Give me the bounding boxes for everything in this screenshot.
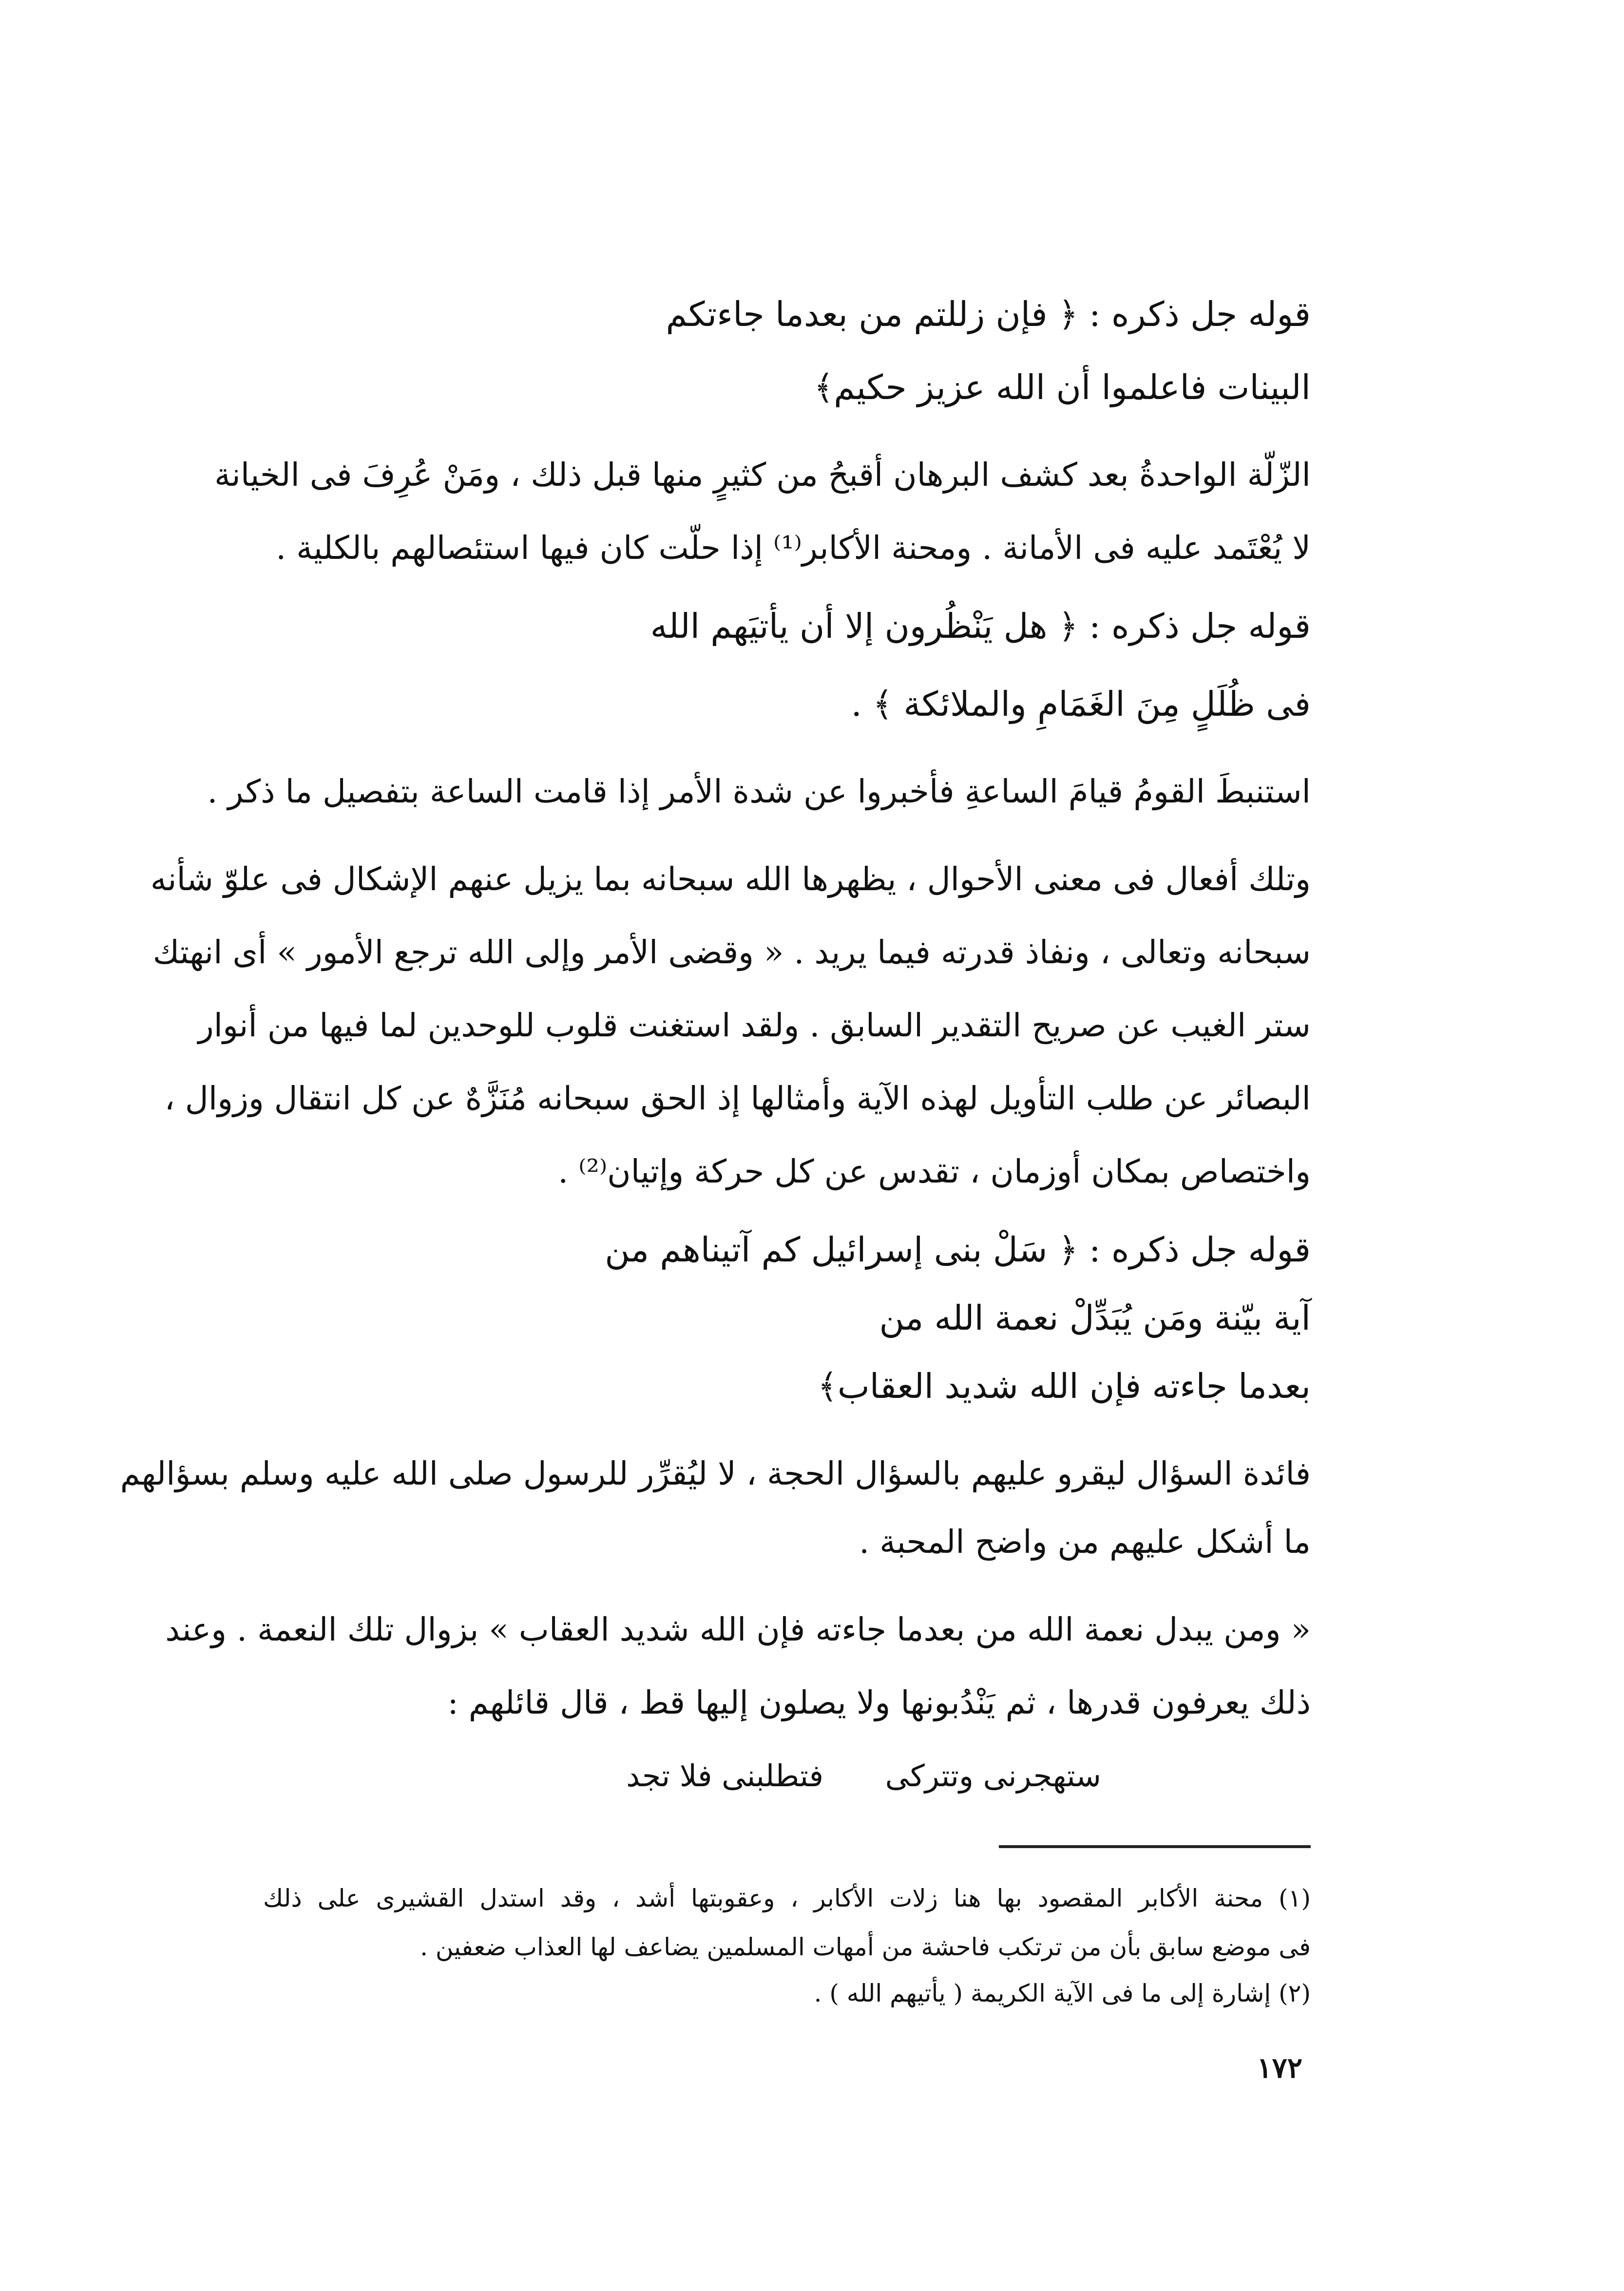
paragraph-line: ستر الغيب عن صريح التقدير السابق . ولقد استغنت قلوب للوحدين لما فيها من أنوار: [198, 1007, 1311, 1044]
paragraph-line: البصائر عن طلب التأويل لهذه الآية وأمثالها إذ الحق سبحانه مُنَزَّهٌ عن كل انتقال وزوال ،: [164, 1080, 1311, 1117]
poem-hemistich-right: ستهجرنى وتتركى: [885, 1758, 1101, 1794]
verse-heading-3-cont: آية بيّنة ومَن يُبَدِّلْ نعمة الله من: [879, 1298, 1311, 1338]
verse-heading-3: قوله جل ذكره : ﴿ سَلْ بنى إسرائيل كم آتيناهم من: [605, 1230, 1311, 1270]
verse-heading-1: قوله جل ذكره : ﴿ فإن زللتم من بعدما جاءتكم: [666, 294, 1311, 334]
poem-hemistich-left: فتطلبنى فلا تجد: [626, 1758, 823, 1794]
paragraph-line: استنبطَ القومُ قيامَ الساعةِ فأخبروا عن شدة الأمر إذا قامت الساعة بتفصيل ما ذكر .: [207, 773, 1311, 810]
main-text: [120, 0, 1311, 1803]
verse-heading-2: قوله جل ذكره : ﴿ هل يَنْظُرون إلا أن يأتيَهم الله: [650, 606, 1311, 646]
paragraph-line: وتلك أفعال فى معنى الأحوال ، يظهرها الله سبحانه بما يزيل عنهم الإشكال فى علوّ شأنه: [150, 860, 1311, 898]
paragraph-line: الزّلّة الواحدةُ بعد كشف البرهان أقبحُ من كثيرٍ منها قبل ذلك ، ومَنْ عُرِفَ فى الخيانة: [214, 456, 1311, 494]
paragraph-line: ذلك يعرفون قدرها ، ثم يَنْدُبونها ولا يصلون إليها قط ، قال قائلهم :: [447, 1684, 1311, 1721]
footnote-2: (٢) إشارة إلى ما فى الآية الكريمة ( يأتيهم الله ) .: [814, 1979, 1311, 2007]
paragraph-line: واختصاص بمكان أوزمان ، تقدس عن كل حركة وإتيان⁽²⁾ .: [558, 1153, 1311, 1190]
paragraph-line: لا يُعْتَمد عليه فى الأمانة . ومحنة الأكابر⁽¹⁾ إذا حلّت كان فيها استئصالهم بالكلية .: [276, 529, 1311, 567]
paragraph-line: فائدة السؤال ليقرو عليهم بالسؤال الحجة ، لا ليُقرِّر للرسول صلى الله عليه وسلم بسؤالهم: [120, 1455, 1311, 1492]
footnote-separator: [999, 1845, 1311, 1848]
paragraph-line: سبحانه وتعالى ، ونفاذ قدرته فيما يريد . « وقضى الأمر وإلى الله ترجع الأمور » أى انهتك: [153, 934, 1311, 971]
verse-heading-2-cont: فى ظُلَلٍ مِنَ الغَمَامِ والملائكة ﴾ .: [851, 684, 1311, 724]
paragraph-line: « ومن يبدل نعمة الله من بعدما جاءته فإن الله شديد العقاب » بزوال تلك النعمة . وعند: [165, 1611, 1311, 1648]
footnote-1-cont: فى موضع سابق بأن من ترتكب فاحشة من أمهات المسلمين يضاعف لها العذاب ضعفين .: [420, 1933, 1311, 1961]
footnote-1: (١) محنة الأكابر المقصود بها هنا زلات الأكابر ، وعقوبتها أشد ، وقد استدل القشيرى على ذلك: [263, 1884, 1311, 1912]
verse-heading-3-end: بعدما جاءته فإن الله شديد العقاب﴾: [817, 1366, 1311, 1406]
verse-heading-1-cont: البينات فاعلموا أن الله عزيز حكيم﴾: [814, 367, 1311, 407]
page-number: ١٧٢: [1257, 2051, 1302, 2084]
paragraph-line: ما أشكل عليهم من واضح المحبة .: [859, 1523, 1311, 1561]
